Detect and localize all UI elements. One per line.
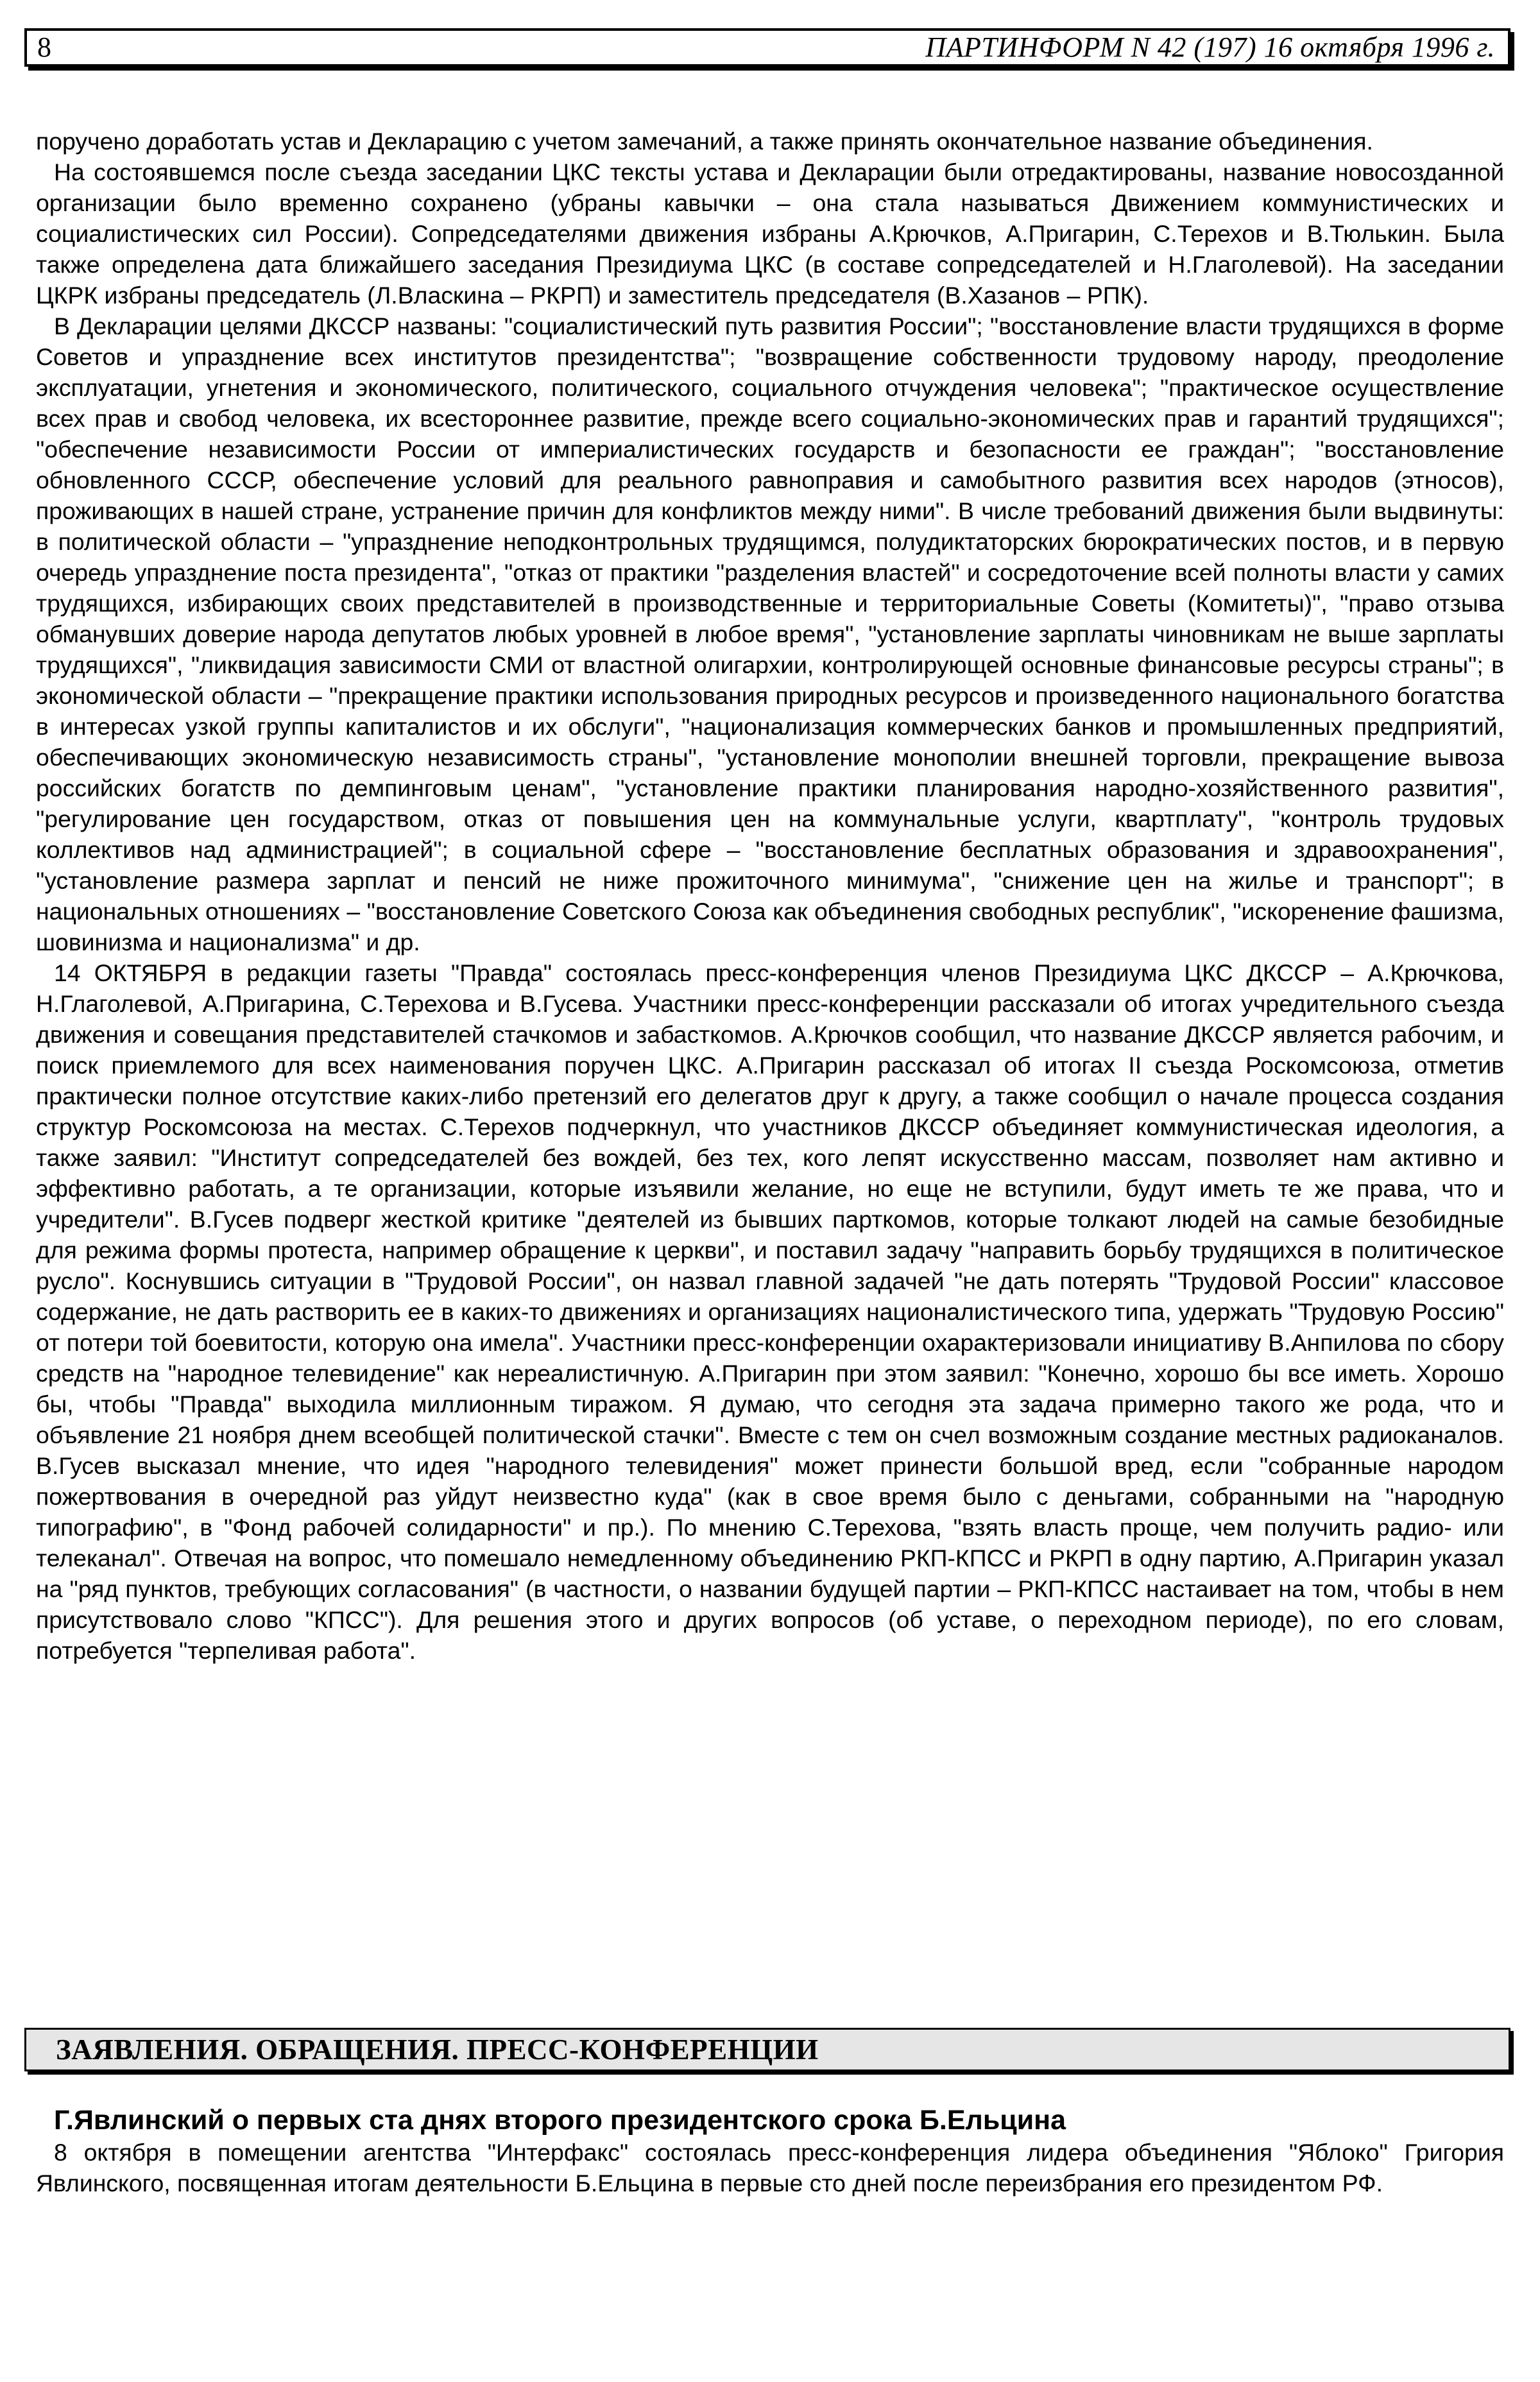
- article-paragraph: поручено доработать устав и Декларацию с учетом замечаний, а также принять окончательное название объединения.: [36, 128, 1373, 155]
- sub-article-heading: Г.Явлинский о первых ста днях второго президентского срока Б.Ельцина: [54, 2105, 1066, 2136]
- section-title: ЗАЯВЛЕНИЯ. ОБРАЩЕНИЯ. ПРЕСС-КОНФЕРЕНЦИИ: [56, 2034, 819, 2066]
- page-header: [24, 28, 1510, 67]
- sub-article-body: 8 октября в помещении агентства "Интерфакс" состоялась пресс-конференция лидера объединения "Яблоко" Григория Явлинского, посвященная итогам деятельности Б.Ельцина в первые сто дней после переизбрания его президентом РФ.: [36, 2139, 1504, 2197]
- section-header: [24, 2028, 1510, 2071]
- article-paragraph: 14 ОКТЯБРЯ в редакции газеты "Правда" состоялась пресс-конференция членов Президиума ЦКС ДКССР – А.Крючкова, Н.Глаголевой, А.Пригарина, С.Терехова и В.Гусева. Участники пресс-конференции рассказали об итогах учредительного съезда движения и совещания представителей стачкомов и забасткомов. А.Крючков сообщил, что название ДКССР является рабочим, и поиск приемлемого для всех наименования поручен ЦКС. А.Пригарин рассказал об итогах II съезда Роскомсоюза, отметив практически полное отсутствие каких-либо претензий его делегатов друг к другу, а также сообщил о начале процесса создания структур Роскомсоюза на местах. С.Терехов подчеркнул, что участников ДКССР объединяет коммунистическая идеология, а также заявил: "Институт сопредседателей без вождей, без тех, кого лепят искусственно массам, позволяет нам активно и эффективно работать, а те организации, которые изъявили желание, но еще не вступили, будут иметь те же права, что и учредители". В.Гусев подверг жесткой критике "деятелей из бывших парткомов, которые толкают людей на самые безобидные для режима формы протеста, например обращение к церкви", и поставил задачу "направить борьбу трудящихся в политическое русло". Коснувшись ситуации в "Трудовой России", он назвал главной задачей "не дать потерять "Трудовой России" классовое содержание, не дать растворить ее в каких-то движениях и организациях националистического типа, удержать "Трудовую Россию" от потери той боевитости, которую она имела". Участники пресс-конференции охарактеризовали инициативу В.Анпилова по сбору средств на "народное телевидение" как нереалистичную. А.Пригарин при этом заявил: "Конечно, хорошо бы все иметь. Хорошо бы, чтобы "Правда" выходила миллионным тиражом. Я думаю, что сегодня эта задача примерно такого же рода, что и объявление 21 ноября днем всеобщей политической стачки". Вместе с тем он счел возможным создание местных радиоканалов. В.Гусев высказал мнение, что идея "народного телевидения" может принести большой вред, если "собранные народом пожертвования в очередной раз уйдут неизвестно куда" (как в свое время было с деньгами, собранными на "народную типографию", в "Фонд рабочей солидарности" и пр.). По мнению С.Терехова, "взять власть проще, чем получить радио- или телеканал". Отвечая на вопрос, что помешало немедленному объединению РКП-КПСС и РКРП в одну партию, А.Пригарин указал на "ряд пунктов, требующих согласования" (в частности, о названии будущей партии – РКП-КПСС настаивает на том, чтобы в нем присутствовало слово "КПСС"). Для решения этого и других вопросов (об уставе, о переходном периоде), по его словам, потребуется "терпеливая работа".: [36, 959, 1504, 1664]
- article-paragraph: На состоявшемся после съезда заседании ЦКС тексты устава и Декларации были отредактированы, название новосозданной организации было временно сохранено (убраны кавычки – она стала называться Движением коммунистических и социалистических сил России). Сопредседателями движения избраны А.Крючков, А.Пригарин, С.Терехов и В.Тюлькин. Была также определена дата ближайшего заседания Президиума ЦКС (в составе сопредседателей и Н.Глаголевой). На заседании ЦКРК избраны председатель (Л.Власкина – РКРП) и заместитель председателя (В.Хазанов – РПК).: [36, 159, 1504, 309]
- page-number: 8: [37, 31, 51, 63]
- article-paragraph: В Декларации целями ДКССР названы: "социалистический путь развития России"; "восстановление власти трудящихся в форме Советов и упразднение всех институтов президентства"; "возвращение собственности трудовому народу, преодоление эксплуатации, угнетения и экономического, политического, социального отчуждения человека"; "практическое осуществление всех прав и свобод человека, их всестороннее развитие, прежде всего социально-экономических прав и гарантий трудящихся"; "обеспечение независимости России от империалистических государств и безопасности ее граждан"; "восстановление обновленного СССР, обеспечение условий для реального равноправия и самобытного развития всех народов (этносов), проживающих в нашей стране, устранение причин для конфликтов между ними". В числе требований движения были выдвинуты: в политической области – "упразднение неподконтрольных трудящимся, полудиктаторских бюрократических постов, и в первую очередь упразднение поста президента", "отказ от практики "разделения властей" и сосредоточение всей полноты власти у самих трудящихся, избирающих своих представителей в производственные и территориальные Советы (Комитеты)", "право отзыва обманувших доверие народа депутатов любых уровней в любое время", "установление зарплаты чиновникам не выше зарплаты трудящихся", "ликвидация зависимости СМИ от властной олигархии, контролирующей основные финансовые ресурсы страны"; в экономической области – "прекращение практики использования природных ресурсов и произведенного национального богатства в интересах узкой группы капиталистов и их обслуги", "национализация коммерческих банков и промышленных предприятий, обеспечивающих экономическую независимость страны", "установление монополии внешней торговли, прекращение вывоза российских богатств по демпинговым ценам", "установление практики планирования народно-хозяйственного развития", "регулирование цен государством, отказ от повышения цен на коммунальные услуги, квартплату", "контроль трудовых коллективов над администрацией"; в социальной сфере – "восстановление бесплатных образования и здравоохранения", "установление размера зарплат и пенсий не ниже прожиточного минимума", "снижение цен на жилье и транспорт"; в национальных отношениях – "восстановление Советского Союза как объединения свободных республик", "искоренение фашизма, шовинизма и национализма" и др.: [36, 313, 1504, 955]
- article-body: [36, 126, 1504, 1666]
- publication-title: ПАРТИНФОРМ N 42 (197) 16 октября 1996 г.: [925, 31, 1495, 63]
- sub-article: [36, 2104, 1504, 2198]
